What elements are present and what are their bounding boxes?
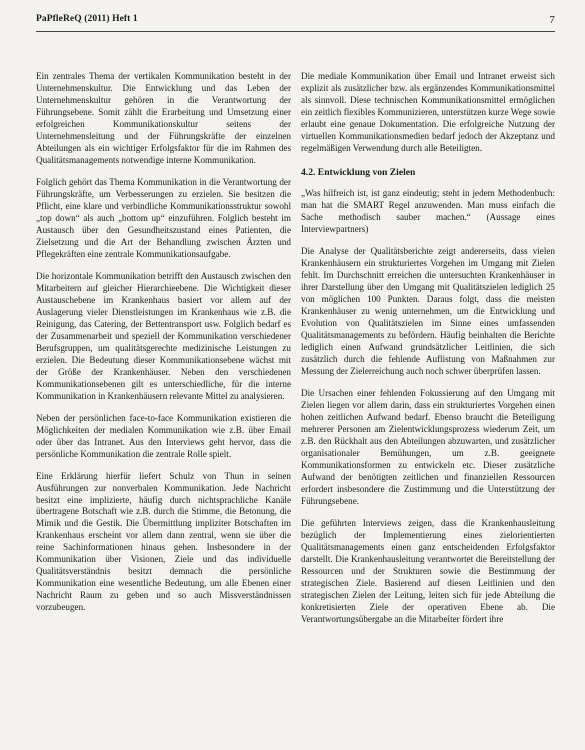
journal-title: PaPfleReQ (2011) Heft 1	[36, 14, 138, 24]
running-header	[36, 14, 555, 30]
paragraph: Die horizontale Kommunikation betrifft den Austausch zwischen den Mitarbeitern auf gleicher Hierarchieebene. Die Wichtigkeit dieser Austauschebene im Krankenhaus basiert vor allem auf der Auslagerung vieler Dienstleistungen im Krankenhaus wie z.B. die Reinigung, das Catering, der Bettentransport usw. Folglich bedarf es der Zusammenarbeit und speziell der Kommunikation verschiedener Berufsgruppen, um qualitätsgerechte medizinische Leistungen zu erzielen. Die Bedeutung dieser Kommunikationsebene wächst mit der Größe der Krankenhäuser. Neben den verschiedenen Kommunikationsebenen gilt es unterschiedliche, für die interne Kommunikation in Krankenhäusern relevante Mittel zu analysieren.	[36, 270, 291, 401]
paragraph: Die Ursachen einer fehlenden Fokussierung auf den Umgang mit Zielen liegen vor allem darin, dass ein strukturiertes Vorgehen einen hohen zeitlichen Aufwand bedarf. Ebenso braucht die Beteiligung mehrerer Personen am Zielentwicklungsprozess wiederum Zeit, um z.B. den Rückhalt aus den Abteilungen abzuwarten, und zusätzlicher organisationaler Bemühungen, um z.B. geeignete Kommunikationsformen zu entwickeln etc. Dieser zusätzliche Aufwand der benötigten zeitlichen und finanziellen Ressourcen erfordert insbesondere die Zustimmung und die Unterstützung der Führungsebene.	[301, 388, 555, 507]
page-number: 7	[549, 14, 555, 26]
paragraph: Die geführten Interviews zeigen, dass die Krankenhausleitung bezüglich der Implementierung eines zielorientierten Qualitätsmanagements einen ganz entscheidenden Erfolgsfaktor darstellt. Die Krankenhausleitung verantwortet die Bereitstellung der Ressourcen und der Strukturen sowie die Bestimmung der strategischen Ziele. Basierend auf diesen Leitlinien und den strategischen Zielen der Leitung, leiten sich für jede Abteilung die konkretisierten Ziele der operativen Ebene ab. Die Verantwortungsübergabe an die Mitarbeiter fördert ihre	[301, 518, 555, 624]
paragraph: Die mediale Kommunikation über Email und Intranet erweist sich explizit als zusätzlicher bzw. als ergänzendes Kommunikationsmittel als sinnvoll. Diese technischen Kommunikationsmittel ermöglichen ein zeitlich flexibles Kommunizieren, unterstützen kurze Wege sowie erlaubt eine genaue Dokumentation. Die erfolgreiche Nutzung der virtuellen Kommunikationsmedien bedarf jedoch der Akzeptanz und regelmäßigen Verwendung durch alle Beteiligten.	[301, 71, 555, 153]
paragraph: Neben der persönlichen face-to-face Kommunikation existieren die Möglichkeiten der medialen Kommunikation wie z.B. über Email oder über das Intranet. Aus den Interviews geht hervor, dass die persönliche Kommunikation die zentrale Rolle spielt.	[36, 412, 291, 459]
right-column	[301, 71, 555, 636]
header-rule	[36, 31, 555, 32]
paragraph: Eine Erklärung hierfür liefert Schulz von Thun in seinen Ausführungen zur nonverbalen Kommunikation. Jede Nachricht besitzt eine implizierte, häufig durch nichtsprachliche Kanäle übertragene Botschaft wie z.B. durch die Stimme, die Betonung, die Mimik und die Gestik. Die Übermittlung impliziter Botschaften im Krankenhaus erscheint vor allem dann zentral, wenn sie über die reine Sachinformationen hinaus gehen. Insbesondere in der Kommunikation über Visionen, Ziele und das individuelle Qualitätsverständnis besitzt demnach die persönliche Kommunikation eine wesentliche Bedeutung, um alle Ebenen einer Nachricht Raum zu geben und so auch Missverständnissen vorzubeugen.	[36, 470, 291, 613]
paragraph: Ein zentrales Thema der vertikalen Kommunikation besteht in der Unternehmenskultur. Die Entwicklung und das Leben der Unternehmenskultur gehören in die Verantwortung der Führungsebene. Somit zählt die Erarbeitung und Umsetzung einer erfolgreichen Kommunikationskultur seitens der Unternehmensleitung und der Führungskräfte der einzelnen Abteilungen als ein wichtiger Erfolgsfaktor für die im Rahmen des Qualitätsmanagements notwendige interne Kommunikation.	[36, 71, 291, 165]
paragraph: Folglich gehört das Thema Kommunikation in die Verantwortung der Führungskräfte, um Verbesserungen zu erzielen. Sie besitzen die Pflicht, eine klare und verbindliche Kommunikationsstruktur sowohl „top down“ als auch „bottom up“ einzuführen. Folglich besteht im Austausch über den Gesundheitszustand eines Patienten, die Zielsetzung und die Art der Behandlung zwischen Ärzten und Pflegekräften eine zentrale Kommunikationsaufgabe.	[36, 176, 291, 259]
interview-quote: „Was hilfreich ist, ist ganz eindeutig; steht in jedem Methodenbuch: man hat die SMART Regel anzuwenden. Man muss einfach die Sache methodisch sauber machen.“ (Aussage eines Interviewpartners)	[301, 188, 555, 235]
paragraph: Die Analyse der Qualitätsberichte zeigt andererseits, dass vielen Krankenhäusern ein strukturiertes Vorgehen im Umgang mit Zielen fehlt. Im Durchschnitt erreichen die untersuchten Krankenhäuser in ihrer Darstellung über den Umgang mit Qualitätszielen lediglich 25 von möglichen 100 Punkten. Daraus folgt, dass die meisten Krankenhäuser zu wenig unternehmen, um die Entwicklung und Evolution von Qualitätszielen im Sinne eines umfassenden Qualitätsmanagements zu befördern. Häufig beinhalten die Berichte lediglich einen Aufwand grundsätzlicher Leitlinien, die sich zusätzlich durch die fehlende Auflistung von Maßnahmen zur Messung der Zielerreichung auch noch schwer überprüfen lassen.	[301, 246, 555, 377]
section-heading: 4.2. Entwicklung von Zielen	[301, 166, 416, 178]
left-column	[36, 71, 291, 624]
